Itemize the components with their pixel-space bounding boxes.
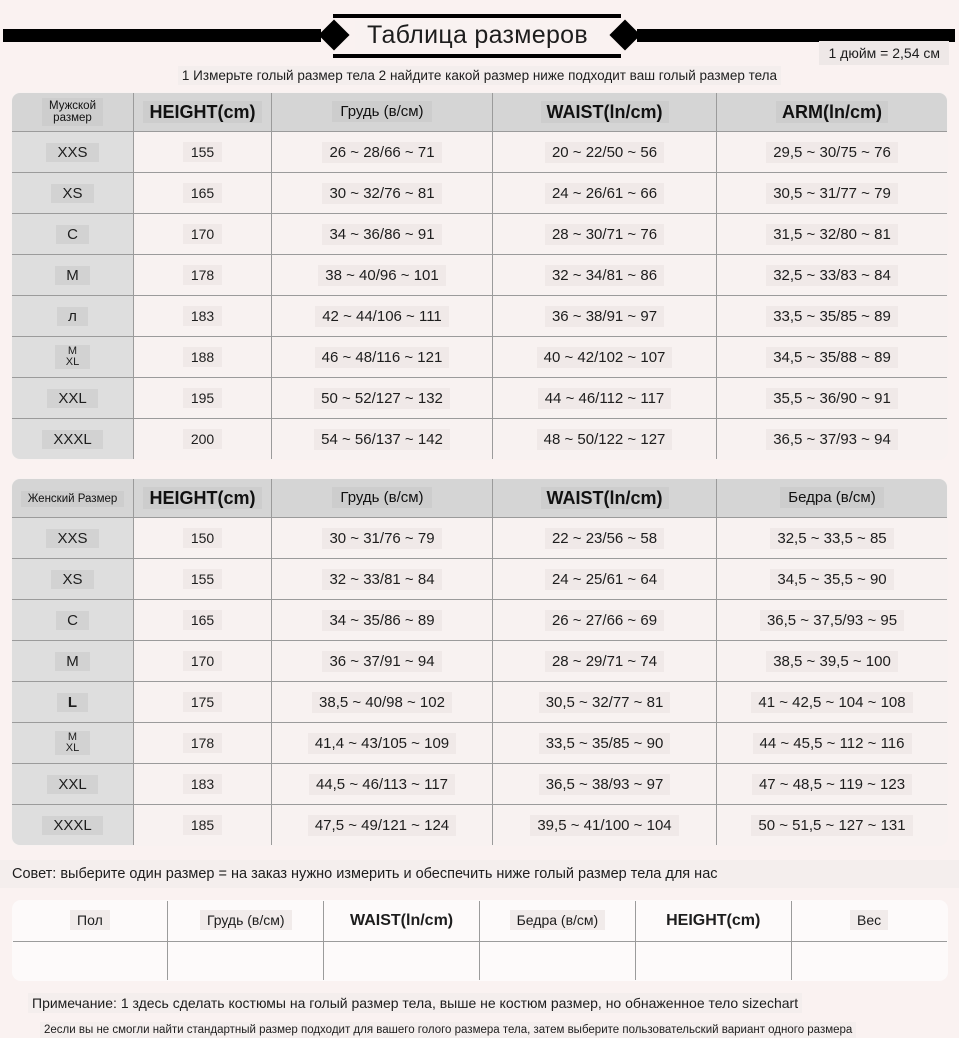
women-chest-value: 41,4 ~ 43/105 ~ 109 <box>272 723 493 764</box>
men-arm-value: 31,5 ~ 32/80 ~ 81 <box>717 214 948 255</box>
women-header-hips: Бедра (в/см) <box>717 479 948 518</box>
men-header-waist: WAIST(ln/cm) <box>493 93 717 132</box>
women-size-label: XXL <box>12 764 134 805</box>
order-value-gender[interactable] <box>12 942 168 981</box>
men-arm-value: 33,5 ~ 35/85 ~ 89 <box>717 296 948 337</box>
table-row <box>12 296 948 337</box>
women-chest-value: 44,5 ~ 46/113 ~ 117 <box>272 764 493 805</box>
men-size-label: M <box>12 255 134 296</box>
women-waist-value: 22 ~ 23/56 ~ 58 <box>493 518 717 559</box>
women-size-label: M XL <box>12 723 134 764</box>
women-size-label: XXXL <box>12 805 134 846</box>
men-chest-value: 50 ~ 52/127 ~ 132 <box>272 378 493 419</box>
women-hips-value: 44 ~ 45,5 ~ 112 ~ 116 <box>717 723 948 764</box>
table-row <box>12 764 948 805</box>
women-table-header-row <box>12 479 948 518</box>
order-table-input-row <box>12 942 947 981</box>
note-line-1: Примечание: 1 здесь сделать костюмы на голый размер тела, выше не костюм размер, но обнаженное тело sizechart <box>28 993 802 1013</box>
page-title: Таблица размеров <box>355 21 600 50</box>
table-row <box>12 518 948 559</box>
order-value-chest[interactable] <box>168 942 324 981</box>
women-hips-value: 50 ~ 51,5 ~ 127 ~ 131 <box>717 805 948 846</box>
title-banner <box>0 0 959 60</box>
men-chest-value: 54 ~ 56/137 ~ 142 <box>272 419 493 460</box>
order-header-gender: Пол <box>12 901 168 942</box>
men-header-size-label: Мужской размер <box>42 98 103 126</box>
women-size-label: C <box>12 600 134 641</box>
women-height-value: 155 <box>134 559 272 600</box>
order-value-height[interactable] <box>635 942 791 981</box>
table-gap <box>0 460 959 478</box>
men-arm-value: 29,5 ~ 30/75 ~ 76 <box>717 132 948 173</box>
women-height-value: 178 <box>134 723 272 764</box>
women-chest-value: 34 ~ 35/86 ~ 89 <box>272 600 493 641</box>
women-size-label: M <box>12 641 134 682</box>
women-waist-value: 30,5 ~ 32/77 ~ 81 <box>493 682 717 723</box>
men-height-value: 155 <box>134 132 272 173</box>
men-height-value: 165 <box>134 173 272 214</box>
women-hips-value: 32,5 ~ 33,5 ~ 85 <box>717 518 948 559</box>
men-waist-value: 44 ~ 46/112 ~ 117 <box>493 378 717 419</box>
men-chest-value: 30 ~ 32/76 ~ 81 <box>272 173 493 214</box>
women-height-value: 170 <box>134 641 272 682</box>
notes-section <box>0 981 959 1038</box>
women-header-size: Женский Размер <box>12 479 134 518</box>
men-arm-value: 36,5 ~ 37/93 ~ 94 <box>717 419 948 460</box>
men-arm-value: 34,5 ~ 35/88 ~ 89 <box>717 337 948 378</box>
table-row <box>12 337 948 378</box>
order-value-hips[interactable] <box>479 942 635 981</box>
men-chest-value: 42 ~ 44/106 ~ 111 <box>272 296 493 337</box>
women-waist-value: 39,5 ~ 41/100 ~ 104 <box>493 805 717 846</box>
men-size-label: C <box>12 214 134 255</box>
women-hips-value: 38,5 ~ 39,5 ~ 100 <box>717 641 948 682</box>
women-height-value: 185 <box>134 805 272 846</box>
men-size-table <box>11 92 948 460</box>
women-header-chest: Грудь (в/см) <box>272 479 493 518</box>
table-row <box>12 723 948 764</box>
men-waist-value: 28 ~ 30/71 ~ 76 <box>493 214 717 255</box>
men-arm-value: 35,5 ~ 36/90 ~ 91 <box>717 378 948 419</box>
men-height-value: 200 <box>134 419 272 460</box>
men-arm-value: 32,5 ~ 33/83 ~ 84 <box>717 255 948 296</box>
women-height-value: 165 <box>134 600 272 641</box>
men-size-label: XXL <box>12 378 134 419</box>
women-size-table <box>11 478 948 846</box>
women-waist-value: 26 ~ 27/66 ~ 69 <box>493 600 717 641</box>
custom-order-table <box>12 900 948 981</box>
women-hips-value: 47 ~ 48,5 ~ 119 ~ 123 <box>717 764 948 805</box>
men-chest-value: 26 ~ 28/66 ~ 71 <box>272 132 493 173</box>
diamond-right-icon <box>609 19 640 50</box>
table-row <box>12 682 948 723</box>
note-line-2: 2если вы не смогли найти стандартный размер подходит для вашего голого размера тела, затем выберите пользовательский вариант одного размера <box>40 1022 856 1038</box>
men-height-value: 178 <box>134 255 272 296</box>
women-height-value: 150 <box>134 518 272 559</box>
men-size-label: XXXL <box>12 419 134 460</box>
men-header-height: HEIGHT(cm) <box>134 93 272 132</box>
men-header-arm: ARM(ln/cm) <box>717 93 948 132</box>
order-header-waist: WAIST(ln/cm) <box>324 901 480 942</box>
men-waist-value: 32 ~ 34/81 ~ 86 <box>493 255 717 296</box>
women-waist-value: 36,5 ~ 38/93 ~ 97 <box>493 764 717 805</box>
table-row <box>12 214 948 255</box>
men-size-label: XXS <box>12 132 134 173</box>
order-header-hips: Бедра (в/см) <box>479 901 635 942</box>
women-chest-value: 32 ~ 33/81 ~ 84 <box>272 559 493 600</box>
women-chest-value: 38,5 ~ 40/98 ~ 102 <box>272 682 493 723</box>
women-hips-value: 41 ~ 42,5 ~ 104 ~ 108 <box>717 682 948 723</box>
men-height-value: 188 <box>134 337 272 378</box>
order-value-waist[interactable] <box>324 942 480 981</box>
women-chest-value: 36 ~ 37/91 ~ 94 <box>272 641 493 682</box>
men-height-value: 195 <box>134 378 272 419</box>
table-row <box>12 132 948 173</box>
measure-instructions-text: 1 Измерьте голый размер тела 2 найдите какой размер ниже подходит ваш голый размер тела <box>178 66 781 85</box>
women-height-value: 175 <box>134 682 272 723</box>
men-size-label: XS <box>12 173 134 214</box>
men-header-chest: Грудь (в/см) <box>272 93 493 132</box>
table-row <box>12 378 948 419</box>
banner-rule-top <box>333 14 621 18</box>
men-arm-value: 30,5 ~ 31/77 ~ 79 <box>717 173 948 214</box>
men-height-value: 183 <box>134 296 272 337</box>
men-chest-value: 34 ~ 36/86 ~ 91 <box>272 214 493 255</box>
women-size-label: XS <box>12 559 134 600</box>
order-header-chest: Грудь (в/см) <box>168 901 324 942</box>
order-header-weight: Вес <box>791 901 947 942</box>
order-table-header-row <box>12 901 947 942</box>
women-size-label: XXS <box>12 518 134 559</box>
banner-bar-left <box>3 29 321 42</box>
men-waist-value: 48 ~ 50/122 ~ 127 <box>493 419 717 460</box>
women-size-label: L <box>12 682 134 723</box>
women-hips-value: 36,5 ~ 37,5/93 ~ 95 <box>717 600 948 641</box>
men-header-size <box>12 93 134 132</box>
table-row <box>12 641 948 682</box>
men-waist-value: 40 ~ 42/102 ~ 107 <box>493 337 717 378</box>
table-row <box>12 600 948 641</box>
men-waist-value: 20 ~ 22/50 ~ 56 <box>493 132 717 173</box>
table-row <box>12 173 948 214</box>
men-chest-value: 46 ~ 48/116 ~ 121 <box>272 337 493 378</box>
women-waist-value: 24 ~ 25/61 ~ 64 <box>493 559 717 600</box>
women-chest-value: 47,5 ~ 49/121 ~ 124 <box>272 805 493 846</box>
measure-instructions <box>0 60 959 92</box>
order-value-weight[interactable] <box>791 942 947 981</box>
table-row <box>12 419 948 460</box>
inch-conversion-note: 1 дюйм = 2,54 см <box>819 41 949 65</box>
men-table-header-row <box>12 93 948 132</box>
diamond-left-icon <box>318 19 349 50</box>
men-height-value: 170 <box>134 214 272 255</box>
men-waist-value: 36 ~ 38/91 ~ 97 <box>493 296 717 337</box>
women-header-waist: WAIST(ln/cm) <box>493 479 717 518</box>
women-hips-value: 34,5 ~ 35,5 ~ 90 <box>717 559 948 600</box>
men-size-label: л <box>12 296 134 337</box>
table-row <box>12 255 948 296</box>
women-waist-value: 28 ~ 29/71 ~ 74 <box>493 641 717 682</box>
women-waist-value: 33,5 ~ 35/85 ~ 90 <box>493 723 717 764</box>
men-waist-value: 24 ~ 26/61 ~ 66 <box>493 173 717 214</box>
men-chest-value: 38 ~ 40/96 ~ 101 <box>272 255 493 296</box>
table-row <box>12 559 948 600</box>
women-height-value: 183 <box>134 764 272 805</box>
table-row <box>12 805 948 846</box>
women-chest-value: 30 ~ 31/76 ~ 79 <box>272 518 493 559</box>
order-header-height: HEIGHT(cm) <box>635 901 791 942</box>
advice-banner: Совет: выберите один размер = на заказ нужно измерить и обеспечить ниже голый размер тела для нас <box>0 860 959 888</box>
banner-rule-bottom <box>333 54 621 58</box>
men-size-label: M XL <box>12 337 134 378</box>
women-header-height: HEIGHT(cm) <box>134 479 272 518</box>
